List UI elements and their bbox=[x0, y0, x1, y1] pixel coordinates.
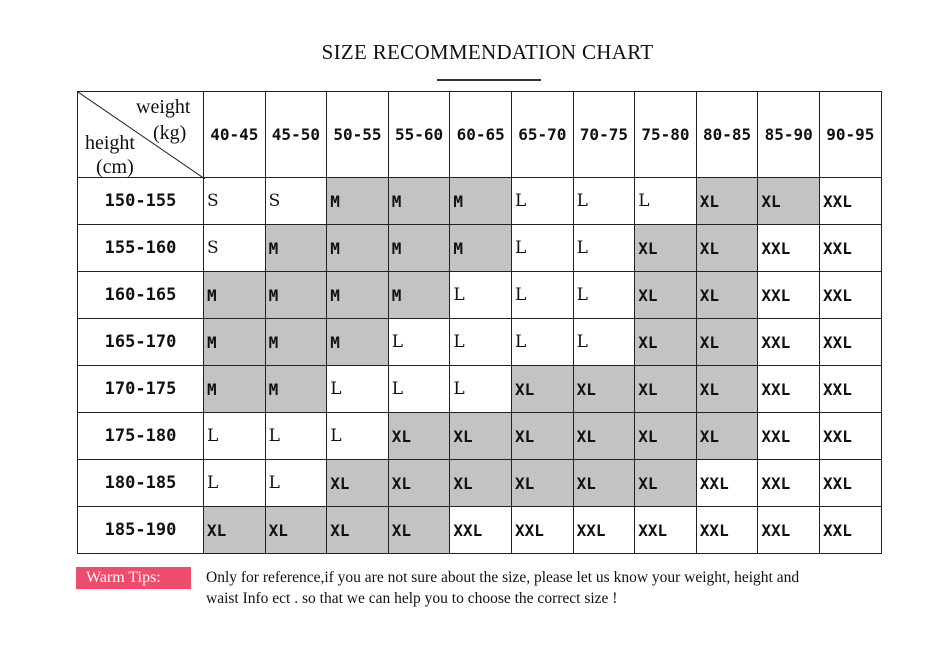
weight-column-header: 60-65 bbox=[449, 91, 512, 178]
size-cell: M bbox=[265, 224, 328, 272]
size-cell: XXL bbox=[819, 224, 882, 272]
size-cell: XXL bbox=[819, 459, 882, 507]
title-underline bbox=[437, 79, 541, 81]
size-cell: L bbox=[511, 318, 574, 366]
size-cell: L bbox=[203, 412, 266, 460]
size-cell: L bbox=[203, 459, 266, 507]
size-cell: M bbox=[326, 271, 389, 319]
size-cell: XXL bbox=[757, 318, 820, 366]
tips-line-1: Only for reference,if you are not sure about the size, please let us know your weight, height and bbox=[206, 569, 800, 586]
size-cell: XL bbox=[573, 459, 636, 507]
size-cell: L bbox=[265, 459, 328, 507]
size-cell: M bbox=[265, 318, 328, 366]
weight-column-header: 85-90 bbox=[757, 91, 820, 178]
size-cell: S bbox=[203, 224, 266, 272]
size-cell: XL bbox=[388, 412, 451, 460]
size-cell: L bbox=[573, 177, 636, 225]
size-cell: L bbox=[634, 177, 697, 225]
size-cell: M bbox=[203, 365, 266, 413]
height-label: height bbox=[85, 132, 135, 154]
size-cell: S bbox=[265, 177, 328, 225]
size-cell: XXL bbox=[819, 412, 882, 460]
height-row-header: 155-160 bbox=[77, 224, 204, 272]
weight-column-header: 70-75 bbox=[573, 91, 636, 178]
chart-title: SIZE RECOMMENDATION CHART bbox=[321, 40, 654, 64]
size-cell: XXL bbox=[757, 365, 820, 413]
weight-column-header: 50-55 bbox=[326, 91, 389, 178]
size-cell: L bbox=[449, 365, 512, 413]
size-cell: XL bbox=[634, 412, 697, 460]
size-cell: L bbox=[326, 365, 389, 413]
weight-label: weight bbox=[136, 96, 191, 118]
warm-tips-badge: Warm Tips: bbox=[76, 567, 191, 589]
size-cell: M bbox=[326, 224, 389, 272]
height-unit-label: (cm) bbox=[96, 156, 134, 178]
size-cell: L bbox=[388, 318, 451, 366]
size-cell: XXL bbox=[696, 459, 759, 507]
weight-column-header: 55-60 bbox=[388, 91, 451, 178]
size-cell: XL bbox=[449, 459, 512, 507]
size-cell: XL bbox=[511, 365, 574, 413]
size-cell: L bbox=[326, 412, 389, 460]
size-cell: XL bbox=[265, 506, 328, 554]
size-cell: XL bbox=[511, 459, 574, 507]
size-cell: XXL bbox=[757, 271, 820, 319]
weight-unit-label: (kg) bbox=[153, 122, 187, 144]
size-cell: XL bbox=[326, 459, 389, 507]
tips-line-2: waist Info ect . so that we can help you to choose the correct size ! bbox=[206, 590, 618, 607]
size-cell: L bbox=[573, 271, 636, 319]
size-cell: XL bbox=[511, 412, 574, 460]
size-cell: XL bbox=[696, 412, 759, 460]
size-cell: L bbox=[511, 224, 574, 272]
size-cell: XL bbox=[696, 318, 759, 366]
weight-column-header: 80-85 bbox=[696, 91, 759, 178]
size-cell: XXL bbox=[757, 412, 820, 460]
height-row-header: 175-180 bbox=[77, 412, 204, 460]
size-cell: L bbox=[573, 224, 636, 272]
size-cell: M bbox=[388, 271, 451, 319]
size-cell: XL bbox=[634, 271, 697, 319]
size-cell: M bbox=[203, 271, 266, 319]
size-cell: M bbox=[203, 318, 266, 366]
size-cell: XL bbox=[757, 177, 820, 225]
size-cell: XXL bbox=[449, 506, 512, 554]
size-cell: XL bbox=[696, 177, 759, 225]
size-cell: L bbox=[511, 177, 574, 225]
size-cell: L bbox=[449, 318, 512, 366]
weight-column-header: 45-50 bbox=[265, 91, 328, 178]
height-row-header: 150-155 bbox=[77, 177, 204, 225]
height-row-header: 180-185 bbox=[77, 459, 204, 507]
size-cell: XXL bbox=[573, 506, 636, 554]
size-cell: XL bbox=[634, 224, 697, 272]
height-row-header: 170-175 bbox=[77, 365, 204, 413]
size-cell: M bbox=[449, 177, 512, 225]
size-cell: XXL bbox=[819, 318, 882, 366]
height-row-header: 165-170 bbox=[77, 318, 204, 366]
size-cell: XXL bbox=[757, 459, 820, 507]
size-cell: M bbox=[449, 224, 512, 272]
size-cell: XXL bbox=[511, 506, 574, 554]
size-cell: M bbox=[388, 224, 451, 272]
size-cell: M bbox=[326, 177, 389, 225]
size-cell: XL bbox=[326, 506, 389, 554]
size-cell: XL bbox=[634, 459, 697, 507]
size-cell: XXL bbox=[819, 177, 882, 225]
size-cell: XL bbox=[696, 365, 759, 413]
size-cell: L bbox=[573, 318, 636, 366]
size-cell: XXL bbox=[819, 365, 882, 413]
size-cell: XL bbox=[388, 459, 451, 507]
size-cell: XL bbox=[573, 365, 636, 413]
size-cell: XL bbox=[573, 412, 636, 460]
size-cell: M bbox=[326, 318, 389, 366]
size-cell: S bbox=[203, 177, 266, 225]
size-cell: L bbox=[265, 412, 328, 460]
size-cell: XL bbox=[634, 365, 697, 413]
table-corner-header bbox=[77, 91, 204, 178]
size-cell: L bbox=[511, 271, 574, 319]
weight-column-header: 65-70 bbox=[511, 91, 574, 178]
size-cell: XL bbox=[388, 506, 451, 554]
size-cell: XXL bbox=[819, 271, 882, 319]
size-cell: XXL bbox=[696, 506, 759, 554]
size-cell: M bbox=[265, 271, 328, 319]
size-cell: XL bbox=[203, 506, 266, 554]
size-cell: L bbox=[449, 271, 512, 319]
height-row-header: 160-165 bbox=[77, 271, 204, 319]
size-cell: XL bbox=[449, 412, 512, 460]
weight-column-header: 40-45 bbox=[203, 91, 266, 178]
height-row-header: 185-190 bbox=[77, 506, 204, 554]
size-cell: XXL bbox=[757, 224, 820, 272]
size-cell: M bbox=[265, 365, 328, 413]
warm-tips-text bbox=[206, 567, 906, 609]
size-cell: XL bbox=[696, 224, 759, 272]
weight-column-header: 75-80 bbox=[634, 91, 697, 178]
weight-column-header: 90-95 bbox=[819, 91, 882, 178]
size-cell: XXL bbox=[634, 506, 697, 554]
size-cell: XXL bbox=[757, 506, 820, 554]
size-cell: XXL bbox=[819, 506, 882, 554]
size-cell: M bbox=[388, 177, 451, 225]
size-cell: XL bbox=[696, 271, 759, 319]
size-cell: L bbox=[388, 365, 451, 413]
size-cell: XL bbox=[634, 318, 697, 366]
